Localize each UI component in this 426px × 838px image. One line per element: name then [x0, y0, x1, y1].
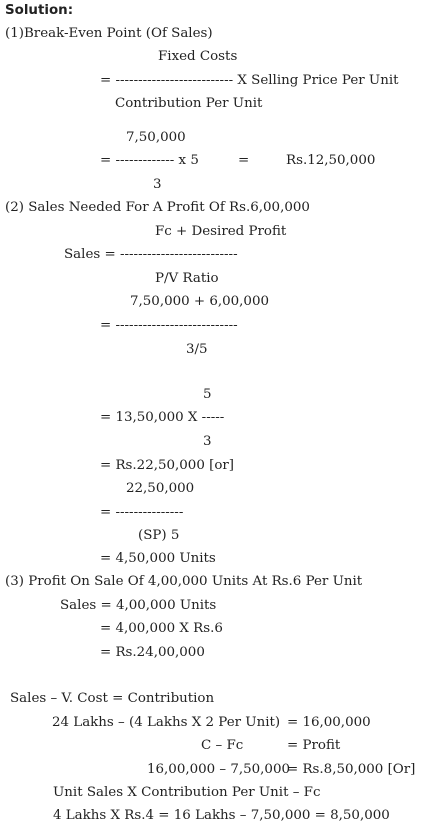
- part3-sales-result: = Rs.24,00,000: [100, 645, 205, 660]
- part2-calc-denominator: 3/5: [186, 342, 208, 357]
- part2-formula-numerator: Fc + Desired Profit: [155, 224, 287, 239]
- part1-calc-line: = ------------- x 5: [100, 153, 199, 168]
- part2-formula-line: Sales = --------------------------: [64, 247, 238, 262]
- part3-sales-line: Sales = 4,00,000 Units: [60, 598, 217, 613]
- part3-title: (3) Profit On Sale Of 4,00,000 Units At Rs.6 Per Unit: [5, 574, 363, 589]
- contribution-definition: Sales – V. Cost = Contribution: [10, 691, 215, 706]
- part1-calc-result: Rs.12,50,000: [286, 153, 376, 168]
- part2-units-line: = ---------------: [100, 505, 184, 520]
- part1-calc-numerator: 7,50,000: [126, 130, 186, 145]
- part3-sales-calc: = 4,00,000 X Rs.6: [100, 621, 223, 636]
- contribution-calc-right: = 16,00,000: [287, 715, 371, 730]
- alternate-formula: Unit Sales X Contribution Per Unit – Fc: [53, 785, 321, 800]
- part1-calc-denominator: 3: [153, 177, 162, 192]
- part2-units-numerator: 22,50,000: [126, 481, 195, 496]
- part2-step-denominator: 3: [203, 434, 212, 449]
- profit-calc-right: = Rs.8,50,000 [Or]: [287, 762, 416, 777]
- profit-calc-left: 16,00,000 – 7,50,000: [147, 762, 290, 777]
- part1-calc-equals: =: [238, 153, 250, 168]
- part2-title: (2) Sales Needed For A Profit Of Rs.6,00,000: [5, 200, 310, 215]
- part1-formula-numerator: Fixed Costs: [158, 49, 238, 64]
- profit-definition-right: = Profit: [287, 738, 341, 753]
- solution-heading: Solution:: [5, 3, 74, 18]
- contribution-calc-left: 24 Lakhs – (4 Lakhs X 2 Per Unit): [52, 715, 281, 730]
- part2-step-result: = Rs.22,50,000 [or]: [100, 458, 235, 473]
- alternate-calc: 4 Lakhs X Rs.4 = 16 Lakhs – 7,50,000 = 8,50,000: [53, 808, 390, 823]
- part2-units-result: = 4,50,000 Units: [100, 551, 216, 566]
- part2-units-denominator: (SP) 5: [138, 528, 180, 543]
- part1-title: (1)Break-Even Point (Of Sales): [5, 26, 213, 41]
- part2-step-line: = 13,50,000 X -----: [100, 410, 225, 425]
- part2-step-numerator: 5: [203, 387, 212, 402]
- profit-definition-left: C – Fc: [201, 738, 244, 753]
- part2-calc-line: = ---------------------------: [100, 318, 238, 333]
- part2-calc-numerator: 7,50,000 + 6,00,000: [130, 294, 269, 309]
- part1-formula-denominator: Contribution Per Unit: [115, 96, 263, 111]
- part1-formula-line: = -------------------------- X Selling Price Per Unit: [100, 73, 399, 88]
- part2-formula-denominator: P/V Ratio: [155, 271, 219, 286]
